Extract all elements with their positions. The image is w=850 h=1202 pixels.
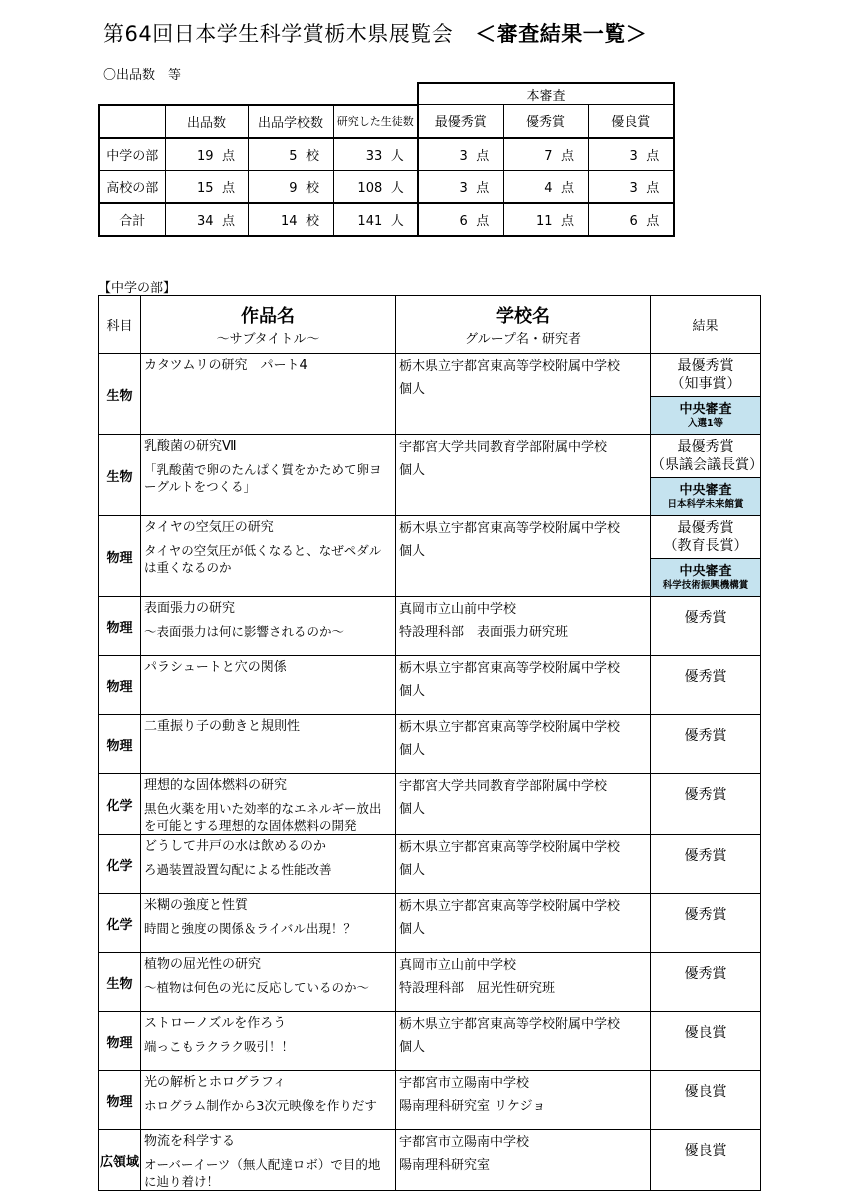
page-title <box>103 18 647 48</box>
table-row <box>99 715 761 774</box>
summary-cell: 3 点 <box>418 138 503 171</box>
summary-row-label: 高校の部 <box>99 170 165 203</box>
subject-cell: 生物 <box>99 354 141 435</box>
summary-heading: 〇出品数 等 <box>103 68 182 83</box>
school-name: 宇都宮市立陽南中学校 <box>399 1076 530 1091</box>
work-subtitle: ～植物は何色の光に反応しているのか～ <box>144 980 370 995</box>
header-subject: 科目 <box>99 296 141 354</box>
result-award: 最優秀賞 <box>677 439 734 455</box>
subject-cell: 物理 <box>99 1012 141 1071</box>
result-award: 優良賞 <box>684 1025 727 1041</box>
summary-cell: 14 校 <box>248 203 333 236</box>
summary-cell: 11 点 <box>503 203 588 236</box>
school-name: 栃木県立宇都宮東高等学校附属中学校 <box>399 1017 621 1032</box>
table-row <box>99 597 761 656</box>
summary-header: 研究した生徒数 <box>333 105 418 138</box>
header-school: 学校名 グループ名・研究者 <box>396 296 651 354</box>
results-table <box>98 295 761 1191</box>
result-award: 優秀賞 <box>684 610 727 626</box>
group-name: 特設理科部 屈光性研究班 <box>399 981 556 996</box>
subject-cell: 化学 <box>99 774 141 835</box>
school-cell <box>396 715 651 774</box>
result-cell <box>651 516 761 597</box>
work-cell <box>141 835 396 894</box>
school-cell <box>396 435 651 516</box>
chuo-shinsa-label: 中央審査 <box>679 401 732 417</box>
title-tail: ＜審査結果一覧＞ <box>475 22 648 46</box>
work-subtitle: 「乳酸菌で卵のたんぱく質をかためて卵ヨーグルトをつくる」 <box>144 462 382 494</box>
school-cell <box>396 1071 651 1130</box>
work-title: 植物の屈光性の研究 <box>144 957 262 972</box>
work-cell <box>141 953 396 1012</box>
summary-cell: 3 点 <box>418 170 503 203</box>
table-row <box>99 894 761 953</box>
summary-cell: 6 点 <box>418 203 503 236</box>
summary-header: 優良賞 <box>588 105 674 138</box>
group-name: 個人 <box>399 382 426 397</box>
result-award-detail: （教育長賞） <box>663 538 748 554</box>
work-subtitle: オーバーイーツ（無人配達ロボ）で目的地に辿り着け！ <box>144 1157 381 1189</box>
chuo-shinsa-label: 中央審査 <box>679 482 732 498</box>
work-title: ストローノズルを作ろう <box>144 1016 287 1031</box>
school-name: 宇都宮大学共同教育学部附属中学校 <box>399 440 608 455</box>
work-title: どうして井戸の水は飲めるのか <box>144 839 327 854</box>
result-award-detail: （県議会議長賞） <box>651 457 763 473</box>
school-name: 栃木県立宇都宮東高等学校附属中学校 <box>399 521 621 536</box>
group-name: 個人 <box>399 802 426 817</box>
result-cell <box>651 597 761 656</box>
work-title: 物流を科学する <box>144 1134 236 1149</box>
summary-header: 出品学校数 <box>248 105 333 138</box>
work-cell <box>141 1130 396 1191</box>
result-cell <box>651 715 761 774</box>
result-award: 優良賞 <box>684 1084 727 1100</box>
summary-cell: 15 点 <box>165 170 248 203</box>
result-cell <box>651 894 761 953</box>
subject-cell: 化学 <box>99 835 141 894</box>
result-cell <box>651 953 761 1012</box>
work-subtitle: ホログラム制作から3次元映像を作りだす <box>144 1098 377 1113</box>
result-award: 優秀賞 <box>684 728 727 744</box>
result-award: 優秀賞 <box>684 848 727 864</box>
subject-cell: 化学 <box>99 894 141 953</box>
group-name: 個人 <box>399 684 426 699</box>
work-title: 光の解析とホログラフィ <box>144 1075 286 1090</box>
summary-cell: 3 点 <box>588 138 674 171</box>
section-title: 【中学の部】 <box>98 281 177 296</box>
work-subtitle <box>141 676 395 682</box>
work-cell <box>141 1071 396 1130</box>
summary-corner <box>99 105 165 138</box>
summary-table <box>98 82 675 237</box>
result-award: 優秀賞 <box>684 787 727 803</box>
table-row <box>99 354 761 435</box>
work-cell <box>141 715 396 774</box>
subject-cell: 物理 <box>99 516 141 597</box>
group-name: 個人 <box>399 922 426 937</box>
table-row <box>99 1012 761 1071</box>
result-award: 最優秀賞 <box>677 520 734 536</box>
school-name: 栃木県立宇都宮東高等学校附属中学校 <box>399 661 621 676</box>
table-row <box>99 835 761 894</box>
result-cell <box>651 1012 761 1071</box>
school-name: 宇都宮市立陽南中学校 <box>399 1135 530 1150</box>
header-work: 作品名 ～サブタイトル～ <box>141 296 396 354</box>
school-name: 栃木県立宇都宮東高等学校附属中学校 <box>399 899 621 914</box>
result-cell <box>651 656 761 715</box>
summary-cell: 34 点 <box>165 203 248 236</box>
result-award: 最優秀賞 <box>677 358 734 374</box>
chuo-shinsa-badge <box>651 558 760 596</box>
group-name: 個人 <box>399 463 426 478</box>
result-cell <box>651 1071 761 1130</box>
group-name: 陽南理科研究室 リケジョ <box>399 1099 546 1114</box>
school-cell <box>396 1130 651 1191</box>
summary-cell: 9 校 <box>248 170 333 203</box>
chuo-shinsa-badge <box>651 396 760 434</box>
table-row <box>99 656 761 715</box>
school-cell <box>396 597 651 656</box>
group-name: 個人 <box>399 863 426 878</box>
chuo-shinsa-badge <box>651 477 760 515</box>
result-award-detail: （知事賞） <box>670 376 741 392</box>
work-cell <box>141 1012 396 1071</box>
school-cell <box>396 516 651 597</box>
school-name: 栃木県立宇都宮東高等学校附属中学校 <box>399 840 621 855</box>
work-title: 乳酸菌の研究Ⅶ <box>144 439 237 454</box>
group-name: 陽南理科研究室 <box>399 1158 491 1173</box>
subject-cell: 物理 <box>99 715 141 774</box>
school-cell <box>396 1012 651 1071</box>
summary-cell: 19 点 <box>165 138 248 171</box>
result-cell <box>651 435 761 516</box>
work-title: パラシュートと穴の関係 <box>144 660 287 675</box>
summary-blank <box>99 83 418 105</box>
chuo-shinsa-label: 中央審査 <box>679 563 732 579</box>
work-subtitle: 黒色火薬を用いた効率的なエネルギー放出を可能とする理想的な固体燃料の開発 <box>144 801 382 833</box>
table-row <box>99 1071 761 1130</box>
summary-header: 最優秀賞 <box>418 105 503 138</box>
subject-cell: 物理 <box>99 656 141 715</box>
work-subtitle <box>141 735 395 741</box>
subject-cell: 生物 <box>99 953 141 1012</box>
chuo-shinsa-award: 入選1等 <box>687 417 724 429</box>
summary-cell: 141 人 <box>333 203 418 236</box>
work-title: タイヤの空気圧の研究 <box>144 520 274 535</box>
result-cell <box>651 774 761 835</box>
work-title: 表面張力の研究 <box>144 601 236 616</box>
summary-cell: 33 人 <box>333 138 418 171</box>
work-cell <box>141 354 396 435</box>
summary-cell: 7 点 <box>503 138 588 171</box>
group-name: 個人 <box>399 1040 426 1055</box>
work-title: 米糊の強度と性質 <box>144 898 249 913</box>
group-name: 個人 <box>399 544 426 559</box>
school-name: 真岡市立山前中学校 <box>399 958 517 973</box>
school-name: 栃木県立宇都宮東高等学校附属中学校 <box>399 720 621 735</box>
school-cell <box>396 835 651 894</box>
summary-row-label: 合計 <box>99 203 165 236</box>
summary-header: 優秀賞 <box>503 105 588 138</box>
summary-cell: 3 点 <box>588 170 674 203</box>
result-award: 優秀賞 <box>684 966 727 982</box>
summary-cell: 6 点 <box>588 203 674 236</box>
result-cell <box>651 835 761 894</box>
work-title: カタツムリの研究 パート4 <box>144 358 308 373</box>
header-result: 結果 <box>651 296 761 354</box>
school-name: 宇都宮大学共同教育学部附属中学校 <box>399 779 608 794</box>
table-row <box>99 435 761 516</box>
work-subtitle: 端っこもラクラク吸引！！ <box>144 1039 295 1054</box>
chuo-shinsa-award: 日本科学未来館賞 <box>667 498 744 510</box>
summary-cell: 5 校 <box>248 138 333 171</box>
group-name: 特設理科部 表面張力研究班 <box>399 625 569 640</box>
subject-cell: 物理 <box>99 1071 141 1130</box>
work-subtitle <box>141 374 395 380</box>
table-row <box>99 953 761 1012</box>
school-cell <box>396 354 651 435</box>
summary-row-label: 中学の部 <box>99 138 165 171</box>
work-cell <box>141 435 396 516</box>
title-main: 第64回日本学生科学賞栃木県展覧会 <box>103 22 454 46</box>
result-award: 優秀賞 <box>684 669 727 685</box>
result-cell <box>651 1130 761 1191</box>
subject-cell: 物理 <box>99 597 141 656</box>
work-cell <box>141 597 396 656</box>
school-name: 真岡市立山前中学校 <box>399 602 517 617</box>
honshinsa-header: 本審査 <box>418 83 674 105</box>
subject-cell: 広領域 <box>99 1130 141 1191</box>
school-cell <box>396 774 651 835</box>
work-subtitle: タイヤの空気圧が低くなると、なぜペダルは重くなるのか <box>144 543 382 575</box>
school-cell <box>396 656 651 715</box>
work-subtitle: 時間と強度の関係＆ライバル出現！？ <box>144 921 356 936</box>
summary-cell: 4 点 <box>503 170 588 203</box>
table-row <box>99 516 761 597</box>
summary-cell: 108 人 <box>333 170 418 203</box>
work-subtitle: ～表面張力は何に影響されるのか～ <box>144 624 345 639</box>
result-cell <box>651 354 761 435</box>
work-cell <box>141 894 396 953</box>
work-title: 理想的な固体燃料の研究 <box>144 778 288 793</box>
work-cell <box>141 774 396 835</box>
work-cell <box>141 656 396 715</box>
subject-cell: 生物 <box>99 435 141 516</box>
work-cell <box>141 516 396 597</box>
work-subtitle: ろ過装置設置勾配による性能改善 <box>144 862 332 877</box>
result-award: 優良賞 <box>684 1143 727 1159</box>
chuo-shinsa-award: 科学技術振興機構賞 <box>662 579 749 591</box>
school-cell <box>396 953 651 1012</box>
group-name: 個人 <box>399 743 426 758</box>
table-row <box>99 774 761 835</box>
result-award: 優秀賞 <box>684 907 727 923</box>
table-row <box>99 1130 761 1191</box>
work-title: 二重振り子の動きと規則性 <box>144 719 301 734</box>
summary-header: 出品数 <box>165 105 248 138</box>
school-cell <box>396 894 651 953</box>
school-name: 栃木県立宇都宮東高等学校附属中学校 <box>399 359 621 374</box>
